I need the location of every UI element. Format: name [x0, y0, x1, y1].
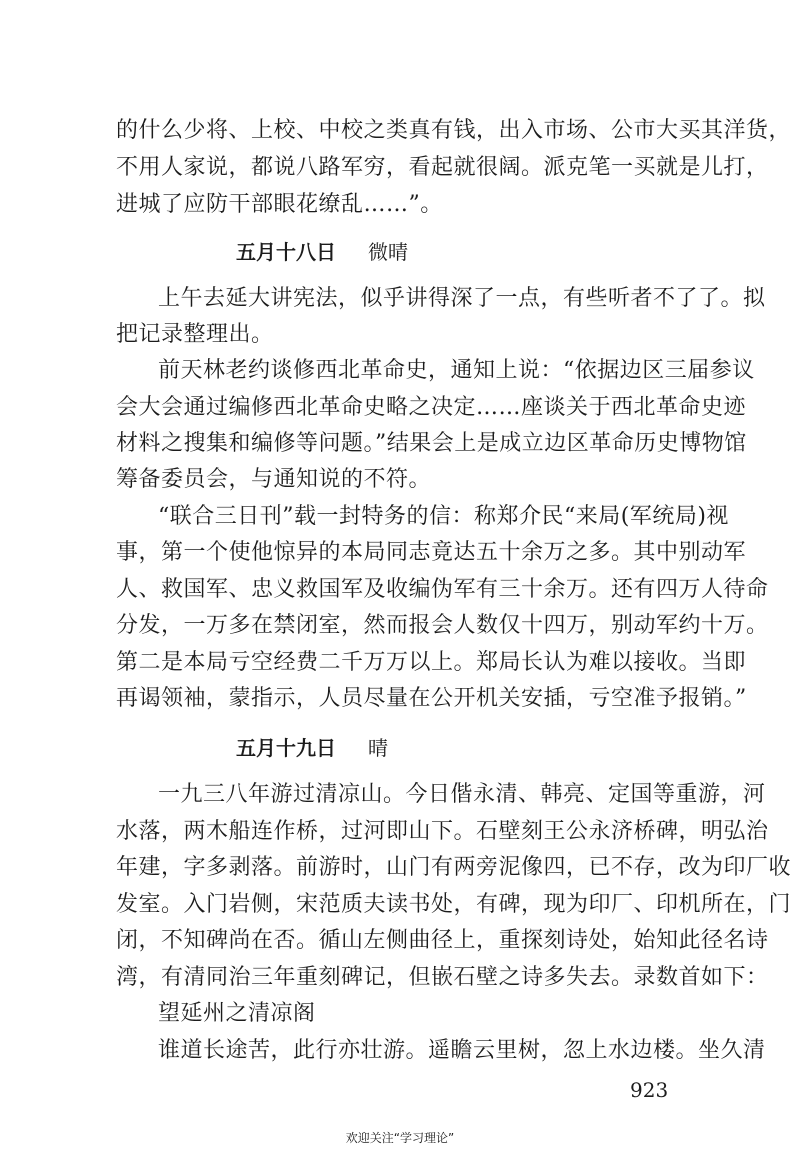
entry-heading: [236, 733, 388, 763]
entry-weather: 晴: [368, 736, 388, 760]
text-line: 人、救国军、忠义救国军及收编伪军有三十余万。还有四万人待命: [116, 577, 769, 602]
text-line: 一九三八年游过清凉山。今日偕永清、韩亮、定国等重游，河: [158, 782, 766, 807]
text-line: 事，第一个使他惊异的本局同志竟达五十余万之多。其中别动军: [116, 540, 747, 565]
footer-watermark: 欢迎关注“学习理论”: [345, 1131, 455, 1145]
text-line: “联合三日刊”载一封特务的信：称郑介民“来局(军统局)视: [158, 504, 729, 529]
text-line: 前天林老约谈修西北革命史，通知上说：“依据边区三届参议: [158, 358, 755, 383]
entry-date: 五月十九日: [236, 736, 336, 760]
text-line: 发室。入门岩侧，宋范质夫读书处，有碑，现为印厂、印机所在，门: [116, 892, 792, 917]
text-line: 进城了应防干部眼花缭乱……”。: [116, 192, 443, 217]
text-line: 水落，两木船连作桥，过河即山下。石壁刻王公永济桥碑，明弘治: [116, 819, 769, 844]
text-line: 上午去延大讲宪法，似乎讲得深了一点，有些听者不了了。拟: [158, 286, 766, 311]
text-line: 的什么少将、上校、中校之类真有钱，出入市场、公市大买其洋货，: [116, 118, 792, 143]
text-line: 会大会通过编修西北革命史略之决定……座谈关于西北革命史迹: [116, 395, 747, 420]
entry-date: 五月十八日: [236, 240, 336, 264]
text-line: 分发，一万多在禁闭室，然而报会人数仅十四万，别动军约十万。: [116, 613, 769, 638]
entry-heading: [236, 237, 408, 267]
text-line: 材料之搜集和编修等问题。”结果会上是成立边区革命历史博物馆: [116, 431, 747, 456]
text-line: 闭，不知碑尚在否。循山左侧曲径上，重探刻诗处，始知此径名诗: [116, 928, 769, 953]
entry-weather: 微晴: [368, 240, 408, 264]
text-line: 筹备委员会，与通知说的不符。: [116, 467, 432, 492]
text-line: 谁道长途苦，此行亦壮游。遥瞻云里树，忽上水边楼。坐久清: [158, 1038, 766, 1063]
text-line: 把记录整理出。: [116, 322, 274, 347]
text-line: 湾，有清同治三年重刻碑记，但嵌石壁之诗多失去。录数首如下：: [116, 965, 769, 990]
text-line: 再谒领袖，蒙指示，人员尽量在公开机关安插，亏空准予报销。”: [116, 686, 747, 711]
page-number: 923: [630, 1078, 669, 1102]
text-line: 不用人家说，都说八路军穷，看起就很阔。派克笔一买就是儿打，: [116, 155, 769, 180]
text-line: 第二是本局亏空经费二千万万以上。郑局长认为难以接收。当即: [116, 650, 747, 675]
poem-title: 望延州之清凉阁: [158, 1001, 316, 1026]
text-line: 年建，字多剥落。前游时，山门有两旁泥像四，已不存，改为印厂收: [116, 855, 792, 880]
